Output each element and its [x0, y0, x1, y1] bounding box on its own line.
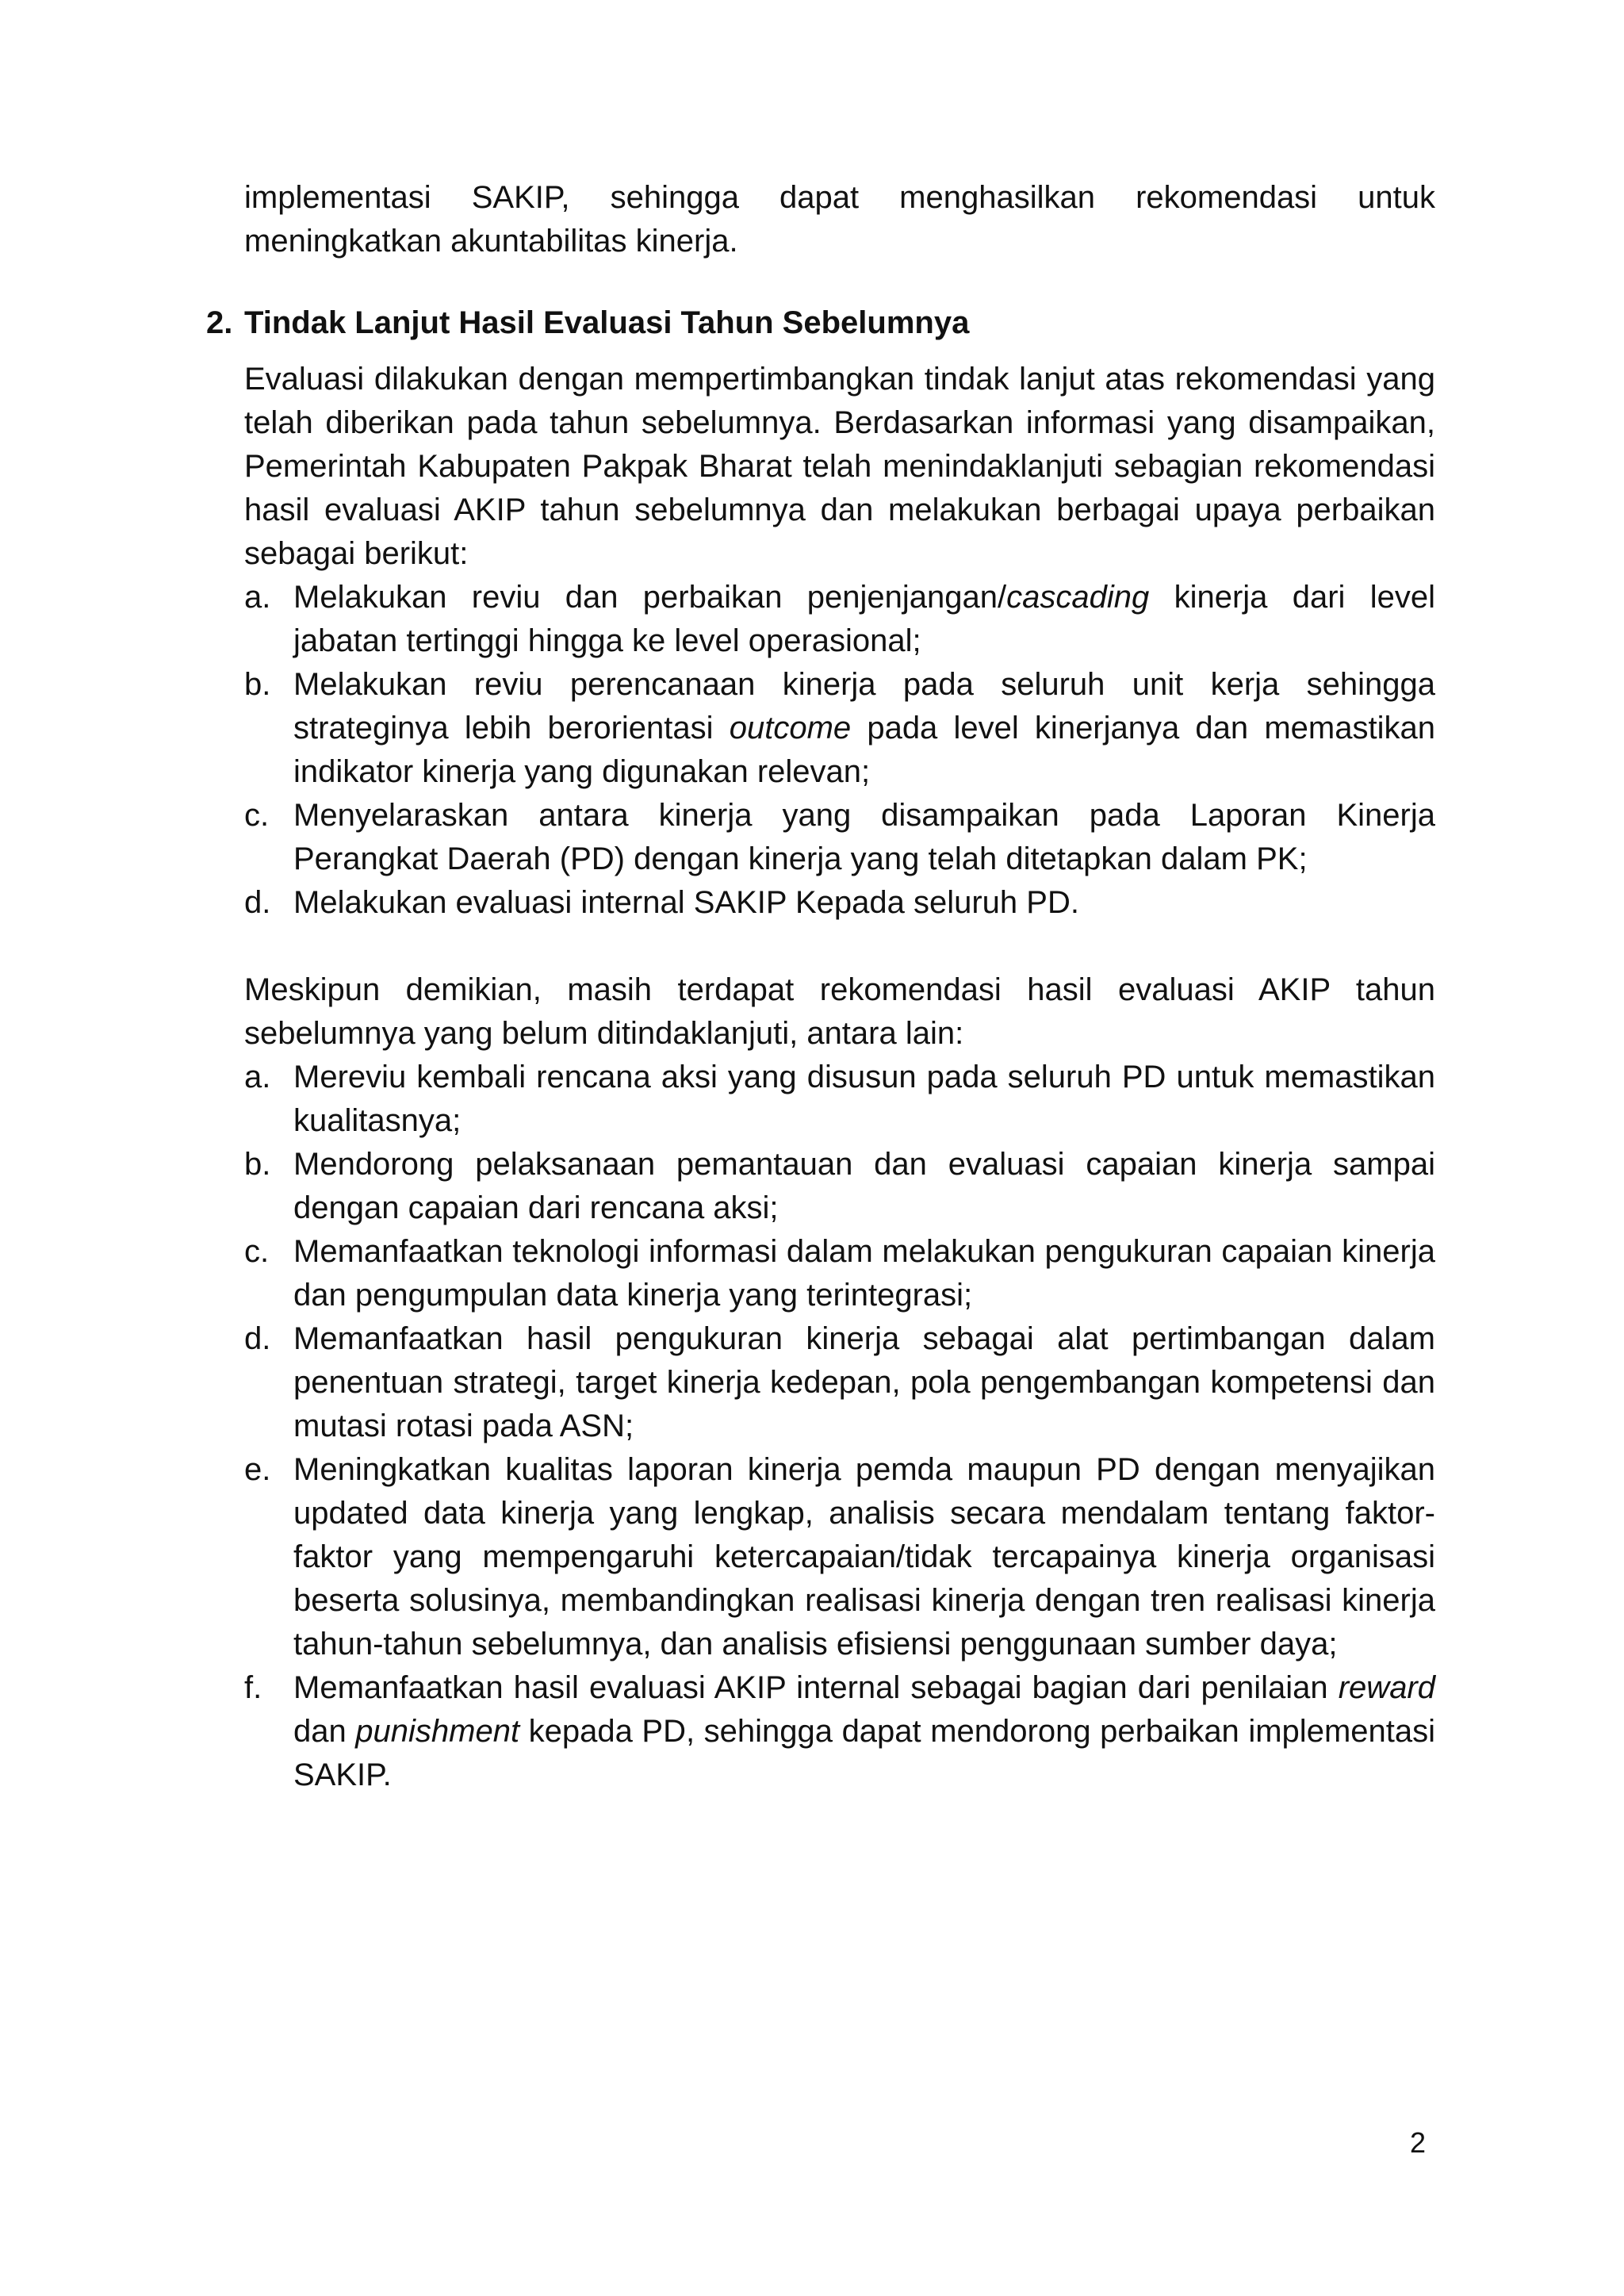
section-title: Tindak Lanjut Hasil Evaluasi Tahun Sebelumnya: [244, 305, 970, 340]
list-item: [244, 663, 1435, 794]
intro-paragraph: implementasi SAKIP, sehingga dapat menghasilkan rekomendasi untuk meningkatkan akuntabilitas kinerja.: [244, 180, 1435, 259]
list-item-text: Mendorong pelaksanaan pemantauan dan evaluasi capaian kinerja sampai dengan capaian dari rencana aksi;: [293, 1147, 1435, 1225]
list-item-text: Memanfaatkan hasil pengukuran kinerja sebagai alat pertimbangan dalam penentuan strategi, target kinerja kedepan, pola pengembangan kompetensi dan mutasi rotasi pada ASN;: [293, 1321, 1435, 1443]
list-item: [244, 794, 1435, 881]
list-marker: c.: [244, 1234, 270, 1269]
list-item: [244, 881, 1435, 925]
list-item-text: Melakukan reviu dan perbaikan penjenjangan/cascading kinerja dari level jabatan tertinggi hingga ke level operasional;: [293, 580, 1436, 658]
page-number: 2: [1410, 2126, 1427, 2159]
pending-intro-paragraph: Meskipun demikian, masih terdapat rekomendasi hasil evaluasi AKIP tahun sebelumnya yang belum ditindaklanjuti, antara lain:: [244, 972, 1435, 1051]
list-item: [244, 1230, 1435, 1317]
list-marker: a.: [244, 1060, 271, 1094]
list-marker: d.: [244, 1321, 271, 1356]
list-marker: b.: [244, 667, 271, 702]
list-marker: c.: [244, 798, 270, 833]
list-marker: d.: [244, 885, 271, 920]
section-number: 2.: [206, 305, 233, 340]
list-item: [244, 1143, 1435, 1230]
list-item-text: Memanfaatkan hasil evaluasi AKIP internal sebagai bagian dari penilaian reward dan punishment kepada PD, sehingga dapat mendorong perbaikan implementasi SAKIP.: [293, 1670, 1435, 1792]
list-item-text: Menyelaraskan antara kinerja yang disampaikan pada Laporan Kinerja Perangkat Daerah (PD) dengan kinerja yang telah ditetapkan dalam PK;: [293, 798, 1435, 876]
list-item: [244, 1666, 1435, 1797]
list-item: [244, 1056, 1435, 1143]
pending-list: [244, 1056, 1435, 1797]
list-item-text: Melakukan evaluasi internal SAKIP Kepada seluruh PD.: [293, 885, 1079, 920]
list-marker: e.: [244, 1452, 271, 1487]
list-marker: f.: [244, 1670, 262, 1705]
followed-up-list: [244, 576, 1435, 925]
list-marker: a.: [244, 580, 271, 615]
section-heading: [206, 301, 1435, 345]
list-item: [244, 576, 1435, 663]
list-item-text: Melakukan reviu perencanaan kinerja pada seluruh unit kerja sehingga strateginya lebih berorientasi outcome pada level kinerjanya dan memastikan indikator kinerja yang digunakan relevan;: [293, 667, 1435, 789]
section-paragraph: Evaluasi dilakukan dengan mempertimbangkan tindak lanjut atas rekomendasi yang telah diberikan pada tahun sebelumnya. Berdasarkan informasi yang disampaikan, Pemerintah Kabupaten Pakpak Bharat telah menindaklanjuti sebagian rekomendasi hasil evaluasi AKIP tahun sebelumnya dan melakukan berbagai upaya perbaikan sebagai berikut:: [244, 362, 1435, 571]
list-item-text: Mereviu kembali rencana aksi yang disusun pada seluruh PD untuk memastikan kualitasnya;: [293, 1060, 1435, 1138]
list-item-text: Meningkatkan kualitas laporan kinerja pemda maupun PD dengan menyajikan updated data kinerja yang lengkap, analisis secara mendalam tentang faktor-faktor yang mempengaruhi ketercapaian/tidak tercapainya kinerja organisasi beserta solusinya, membandingkan realisasi kinerja dengan tren realisasi kinerja tahun-tahun sebelumnya, dan analisis efisiensi penggunaan sumber daya;: [293, 1452, 1435, 1662]
page-content: [206, 176, 1436, 1797]
list-marker: b.: [244, 1147, 271, 1182]
list-item: [244, 1317, 1435, 1448]
list-item: [244, 1448, 1435, 1666]
list-item-text: Memanfaatkan teknologi informasi dalam melakukan pengukuran capaian kinerja dan pengumpulan data kinerja yang terintegrasi;: [293, 1234, 1435, 1313]
paragraph-spacer: [244, 925, 1435, 968]
